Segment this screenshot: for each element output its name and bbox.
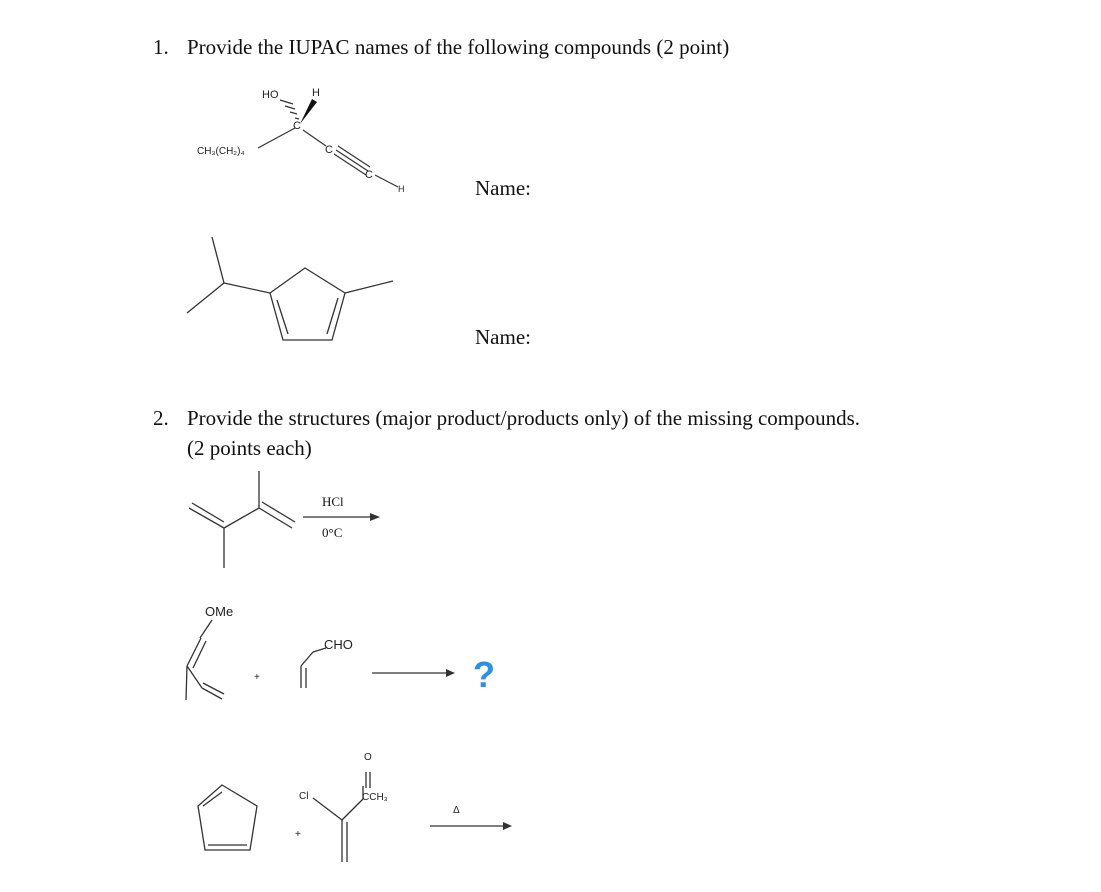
h-top-label: H: [312, 87, 320, 99]
cch3-label: CCH₃: [362, 792, 388, 803]
h-end-label: H: [398, 184, 405, 194]
c-label-2: C: [325, 144, 333, 156]
reagent-hcl-label: HCl: [322, 494, 344, 509]
ome-label: OMe: [205, 604, 234, 619]
reagent-temperature-label: 0°C: [322, 525, 343, 540]
question-1-number: 1.: [153, 35, 169, 59]
ho-label: HO: [262, 89, 279, 101]
alkyl-chain-label: CH₃(CH₂)₄: [197, 146, 245, 157]
c-label-1: C: [293, 120, 301, 132]
question-1-text: Provide the IUPAC names of the following compounds (2 point): [187, 35, 730, 59]
reaction-3-arrow: [430, 822, 512, 830]
carbonyl-o-label: O: [364, 752, 372, 763]
cl-label: Cl: [299, 791, 309, 802]
heat-delta-label: Δ: [453, 805, 460, 816]
compound-2-name-label: Name:: [475, 325, 531, 349]
question-2-number: 2.: [153, 406, 169, 430]
c-label-3: C: [365, 169, 373, 181]
plus-sign-1: +: [254, 672, 260, 683]
cho-label: CHO: [324, 637, 353, 652]
plus-sign-2: +: [295, 829, 301, 840]
question-2-text-line1: Provide the structures (major product/products only) of the missing compounds.: [187, 406, 861, 430]
question-mark-icon: ?: [473, 654, 495, 695]
compound-1-name-label: Name:: [475, 176, 531, 200]
question-2-text-line2: (2 points each): [187, 436, 312, 460]
